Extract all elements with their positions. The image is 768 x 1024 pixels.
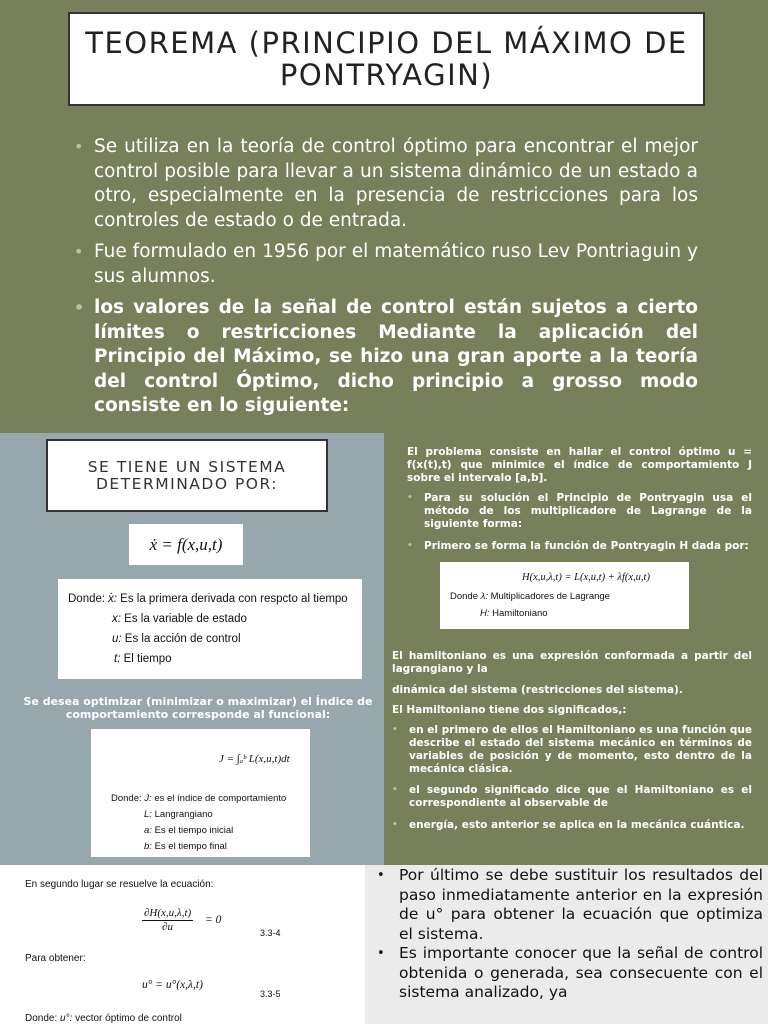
scan-line: Para obtener: xyxy=(25,953,86,964)
meaning-bullet: • energía, esto anterior se aplica en la mecánica cuántica. xyxy=(392,819,745,831)
bullet-icon: • xyxy=(74,242,84,261)
partial-derivative: $\frac{\partial H(x,u,\lambda,t)}{\partial u}$ xyxy=(144,907,192,933)
eq1-rhs: = 0 xyxy=(205,914,222,926)
bullet-icon: • xyxy=(377,946,385,961)
bullet-icon: • xyxy=(74,137,84,156)
bullet-icon: • xyxy=(407,493,413,503)
equation-scan xyxy=(0,865,365,1024)
definition-row: H: Hamiltoniano xyxy=(480,608,548,619)
hamiltonian-text: dinámica del sistema (restricciones del sistema). xyxy=(392,684,683,696)
hamiltonian-box xyxy=(440,562,689,629)
donde-label: Donde: xyxy=(68,593,106,605)
bullet-icon: • xyxy=(392,785,398,795)
definition-row: Donde: J: es el índice de comportamiento xyxy=(111,793,287,804)
scan-line: En segundo lugar se resuelve la ecuación: xyxy=(25,879,214,890)
bullet-icon: • xyxy=(377,868,385,883)
solution-panel xyxy=(384,433,768,865)
intro-bullet: • Se utiliza en la teoría de control óptimo para encontrar el mejor control posible para llevar a un sistema dinámico de un estado a otro, especialmente en la presencia de restricciones para los controles de estado o de entrada. xyxy=(74,136,698,231)
definition-row: t: El tiempo xyxy=(114,653,172,665)
solution-bullet: • Primero se forma la función de Pontryagin H dada por: xyxy=(407,540,749,552)
functional-equation: J = ∫ₐᵇ L(x,u,t)dt xyxy=(219,753,290,765)
hamiltonian-text: El hamiltoniano es una expresión conformada a partir del lagrangiano y la xyxy=(392,650,752,675)
bullet-icon: • xyxy=(407,541,413,551)
hamiltonian-equation: H(x,u,λ,t) = L(x,u,t) + λf(x,u,t) xyxy=(522,572,650,583)
definition-row: u: Es la acción de control xyxy=(112,633,241,645)
scan-line: Donde: u°: vector óptimo de control xyxy=(25,1013,182,1024)
bullet-icon: • xyxy=(74,298,85,317)
eq1-ref: 3.3-4 xyxy=(260,928,281,938)
final-steps xyxy=(365,865,768,1024)
slide-title-box xyxy=(68,12,705,106)
definition-row: a: Es el tiempo inicial xyxy=(144,825,234,836)
slide-title: TEOREMA (PRINCIPIO DEL MÁXIMO DE PONTRYAGIN) xyxy=(85,26,688,92)
system-definitions xyxy=(58,579,362,679)
definition-row: Donde λ: Multiplicadores de Lagrange xyxy=(450,591,610,602)
functional-box xyxy=(91,729,310,857)
definition-row: ẋ: Es la primera derivada con respcto al tiempo xyxy=(108,593,348,605)
system-subtitle-box xyxy=(46,439,328,512)
system-subtitle: SE TIENE UN SISTEMA DETERMINADO POR: xyxy=(87,457,287,493)
optimize-text: Se desea optimizar (minimizar o maximizar) el Índice de comportamiento corresponde al funcional: xyxy=(23,695,373,721)
system-equation: ẋ = f(x,u,t) xyxy=(129,524,243,565)
bullet-icon: • xyxy=(392,820,398,830)
system-panel xyxy=(0,433,384,865)
definition-row: x: Es la variable de estado xyxy=(112,613,247,625)
definition-row: b: Es el tiempo final xyxy=(144,841,227,852)
bullet-icon: • xyxy=(392,725,398,735)
solution-bullet: • Para su solución el Principio de Pontryagin usa el método de los multiplicadore de Lagrange de la siguiente forma: xyxy=(407,492,752,530)
final-bullet: • Por último se debe sustituir los resultados del paso inmediatamente anterior en la expresión de u° para obtener la ecuación que optimiza el sistema. xyxy=(377,866,763,943)
meaning-bullet: • el segundo significado dice que el Hamiltoniano es el correspondiente al observable de xyxy=(392,784,752,809)
final-bullet: • Es importante conocer que la señal de control obtenida o generada, sea consecuente con el sistema analizado, ya xyxy=(377,944,763,1001)
meaning-bullet: • en el primero de ellos el Hamiltoniano es una función que describe el estado del sistema mecánico en términos de variables de posición y de momento, esto dentro de la mecánica clásica. xyxy=(392,724,752,775)
problem-text: El problema consiste en hallar el control óptimo u = f(x(t),t) que minimice el índice de comportamiento J sobre el intervalo [a,b]. xyxy=(407,446,752,484)
final-bullet-list xyxy=(377,865,763,1003)
intro-bullet-list xyxy=(74,135,698,426)
intro-bullet: • Fue formulado en 1956 por el matemático ruso Lev Pontriaguin y sus alumnos. xyxy=(74,241,698,287)
eq2: u° = u°(x,λ,t) xyxy=(142,979,203,991)
intro-bullet: • los valores de la señal de control están sujetos a cierto límites o restricciones Mediante la aplicación del Principio del Máximo, se hizo una gran aporte a la teoría del control Óptimo, dicho principio a grosso modo consiste en lo siguiente: xyxy=(74,297,698,416)
hamiltonian-text: El Hamiltoniano tiene dos significados,: xyxy=(392,704,627,716)
eq2-ref: 3.3-5 xyxy=(260,989,281,999)
definition-row: L: Langrangiano xyxy=(144,809,213,820)
